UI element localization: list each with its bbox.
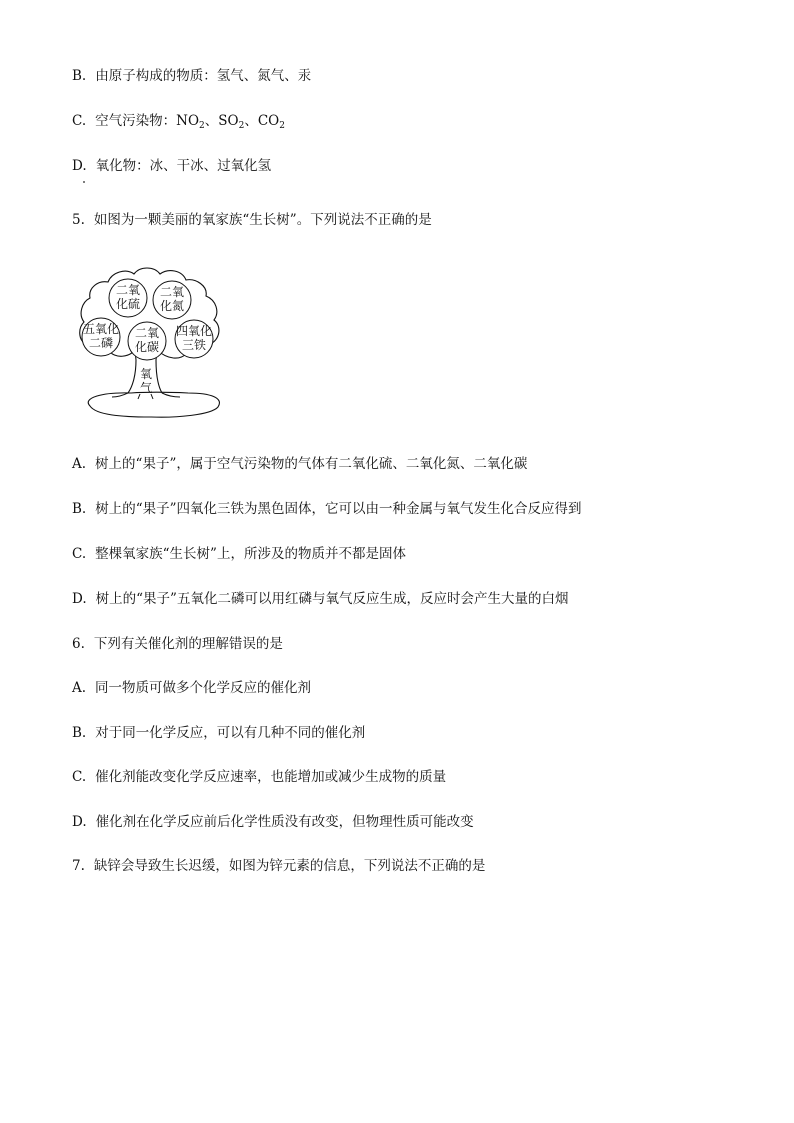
fruit-so2-label-2: 化硫 (115, 297, 141, 311)
fruit-no2-label-2: 化氮 (159, 299, 185, 313)
fruit-fe3o4-label-1: 四氧化 (175, 324, 213, 338)
fruit-p2o5-label-1: 五氧化 (82, 322, 120, 336)
formula-no2: $NO_2$ (176, 113, 205, 131)
option-label: D. (72, 158, 87, 174)
question-text: 缺锌会导致生长迟缓，如图为锌元素的信息，下列说法不正确的是 (93, 858, 486, 874)
oxygen-family-tree-figure (76, 262, 226, 422)
option-label: B. (72, 68, 87, 84)
option-label: C. (72, 546, 87, 562)
fruit-co2-label-2: 化碳 (134, 340, 160, 354)
q5-option-b (72, 500, 582, 518)
option-label: B. (72, 725, 87, 741)
option-text: 同一物质可做多个化学反应的催化剂 (95, 680, 312, 696)
q6-option-a (72, 679, 311, 697)
q5-stem (72, 211, 432, 229)
question-number: 5. (72, 212, 85, 228)
formula-so2: $SO_2$ (218, 113, 245, 131)
option-text: 催化剂能改变化学反应速率，也能增加或减少生成物的质量 (95, 769, 447, 785)
q4-option-b (72, 67, 311, 85)
fruit-p2o5-label-2: 二磷 (88, 336, 114, 350)
fruit-no2-label-1: 二氧 (159, 285, 185, 299)
fruit-so2-label-1: 二氧 (115, 283, 141, 297)
formula-co2: $CO_2$ (257, 113, 285, 131)
question-text: 如图为一颗美丽的氧家族“生长树”。下列说法不正确的是 (93, 212, 432, 228)
option-label: C. (72, 113, 87, 129)
option-text: 对于同一化学反应，可以有几种不同的催化剂 (95, 725, 366, 741)
option-label: D. (72, 591, 87, 607)
option-text: 树上的“果子”，属于空气污染物的气体有二氧化硫、二氧化氮、二氧化碳 (95, 456, 528, 472)
question-number: 6. (72, 636, 85, 652)
q6-option-d (72, 813, 474, 831)
trunk-label-2: 气 (139, 381, 153, 395)
option-text: 由原子构成的物质：氢气、氮气、汞 (95, 68, 312, 84)
q4-option-d (72, 157, 271, 175)
q5-option-a (72, 455, 527, 473)
q6-option-b (72, 724, 365, 742)
q7-stem (72, 857, 485, 875)
option-text: 整棵氧家族“生长树”上，所涉及的物质并不都是固体 (95, 546, 406, 562)
q5-option-d (72, 590, 568, 608)
option-label: C. (72, 769, 87, 785)
option-text-prefix: 空气污染物： (95, 113, 177, 129)
option-label: A. (72, 456, 87, 472)
question-text: 下列有关催化剂的理解错误的是 (93, 636, 283, 652)
q4-option-c: C. 空气污染物：$NO_2$、$SO_2$、$CO_2$ (72, 113, 285, 131)
option-text: 树上的“果子”五氧化二磷可以用红磷与氧气反应生成，反应时会产生大量的白烟 (95, 591, 569, 607)
option-label: D. (72, 814, 87, 830)
option-label: B. (72, 501, 87, 517)
option-text: 氧化物：冰、干冰、过氧化氢 (95, 158, 272, 174)
option-text: 树上的“果子”四氧化三铁为黑色固体，它可以由一种金属与氧气发生化合反应得到 (95, 501, 582, 517)
trunk-label-1: 氧 (139, 367, 153, 381)
q6-option-c (72, 768, 446, 786)
stray-dot (83, 181, 85, 183)
fruit-co2-label-1: 二氧 (134, 326, 160, 340)
q5-option-c (72, 545, 406, 563)
q6-stem (72, 635, 283, 653)
tree-ground (88, 392, 219, 417)
option-text: 催化剂在化学反应前后化学性质没有改变，但物理性质可能改变 (95, 814, 474, 830)
option-label: A. (72, 680, 87, 696)
question-number: 7. (72, 858, 85, 874)
fruit-fe3o4-label-2: 三铁 (181, 338, 207, 352)
